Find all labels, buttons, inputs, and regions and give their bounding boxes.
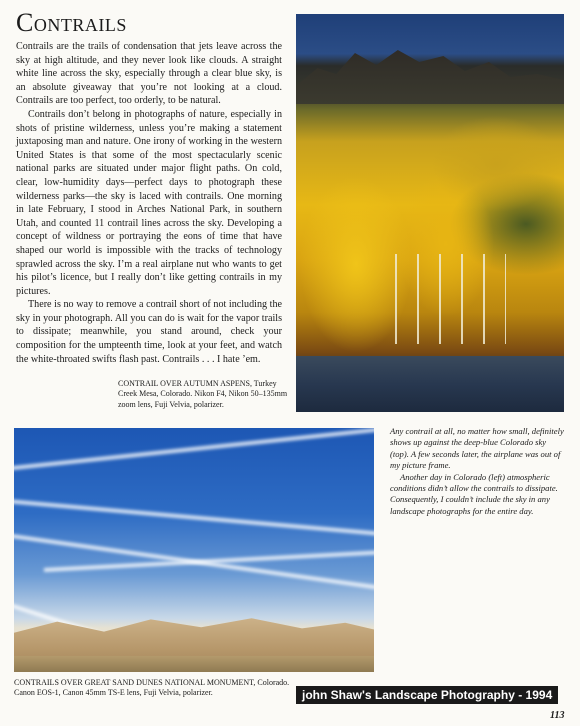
sidebar-caption <box>390 426 566 517</box>
contrail-streak <box>44 549 374 572</box>
contrail-streak <box>14 498 374 539</box>
aspens-caption: CONTRAIL OVER AUTUMN ASPENS, Turkey Creek Mesa, Colorado. Nikon F4, Nikon 50–135mm zoom lens, Fuji Velvia, polarizer. <box>118 379 288 409</box>
aspen-trunks <box>386 254 506 344</box>
aspens-photo <box>296 14 564 412</box>
contrails-photo <box>14 428 374 672</box>
sidebar-paragraph: Any contrail at all, no matter how small, definitely shows up against the deep-blue Colorado sky (top). A few seconds later, the airplane was out of my picture frame. <box>390 426 564 471</box>
body-paragraph: Contrails don’t belong in photographs of nature, especially in shots of pristine wilderness, unless you’re making a statement juxtaposing man and nature. One irony of working in the western United States is that some of the most spectacularly scenic national parks are situated under major flight paths. On cold, clear, low-humidity days—perfect days to photograph these wilderness parks—the sky is laced with contrails. One morning in late February, I stood in Arches National Park, in southern Utah, and counted 11 contrail lines across the sky. Developing a concept of wildness or portraying the eons of time that have shaped our world is impossible with the tracks of technology sprawled across the sky. I’m a real airplane nut who wants to get his pilot’s licence, but I really don’t like getting contrails in my pictures. <box>16 108 282 297</box>
watermark-label: john Shaw's Landscape Photography - 1994 <box>296 686 558 704</box>
sidebar-paragraph: Another day in Colorado (left) atmospheric conditions didn’t allow the contrails to dissipate. Consequently, I couldn’t include the sky in any landscape photographs for the entire day. <box>390 471 558 516</box>
lake-reflection <box>296 356 564 412</box>
body-text <box>16 40 282 366</box>
dunes-caption: CONTRAILS OVER GREAT SAND DUNES NATIONAL MONUMENT, Colorado. Canon EOS-1, Canon 45mm TS-E lens, Fuji Velvia, polarizer. <box>14 678 290 698</box>
scrub-foreground <box>14 656 374 672</box>
body-paragraph: There is no way to remove a contrail short of not including the sky in your photograph. All you can do is wait for the vapor trails to dissipate; meanwhile, you stand around, check your composition for the umpteenth time, look at your feet, and watch the white-throated swifts flash past. Contrails . . . I hate ’em. <box>16 299 282 365</box>
mountain-ridge <box>296 44 564 104</box>
section-title: Contrails <box>16 8 127 37</box>
contrail-streak <box>14 428 374 472</box>
body-paragraph: Contrails are the trails of condensation that jets leave across the sky at high altitude, and they never look like clouds. A straight white line across the sky, especially through a clear blue sky, is an absolute giveaway that you’re not looking at a cloud. Contrails are too perfect, too orderly, to be natural. <box>16 41 282 107</box>
page-number: 113 <box>550 710 565 721</box>
